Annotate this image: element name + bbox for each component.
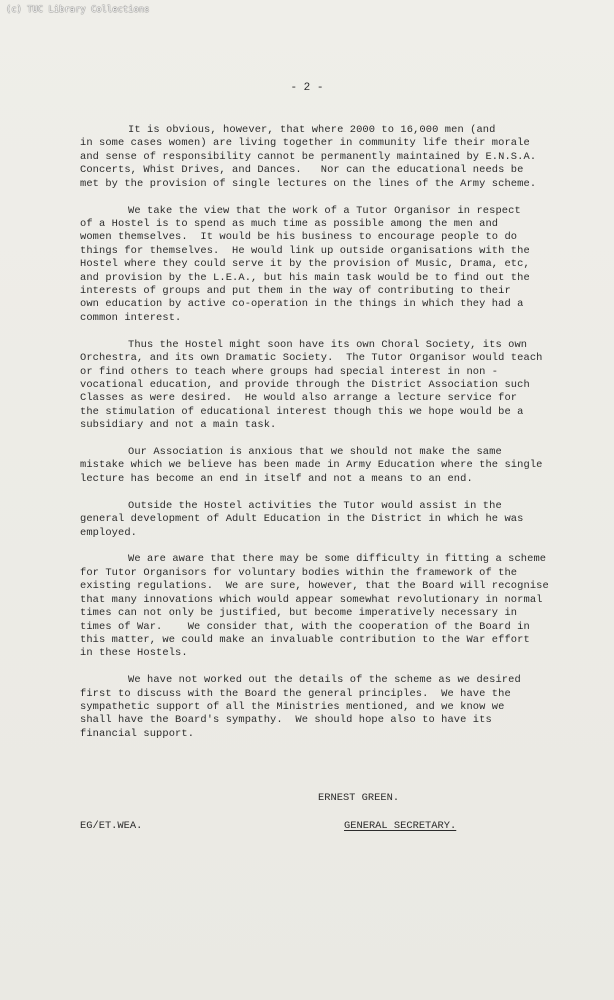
text-line: and sense of responsibility cannot be permanently maintained by E.N.S.A.	[80, 150, 537, 163]
text-line: Hostel where they could serve it by the provision of Music, Drama, etc,	[80, 258, 530, 271]
text-line: the stimulation of educational interest though this we hope would be a	[80, 405, 524, 418]
text-line: employed.	[80, 526, 138, 539]
text-line: Classes as were desired. He would also arrange a lecture service for	[80, 392, 518, 405]
text-line: first to discuss with the Board the general principles. We have the	[80, 687, 511, 700]
text-line: We are aware that there may be some difficulty in fitting a scheme	[128, 553, 547, 566]
reference-code: EG/ET.WEA.	[80, 820, 143, 832]
text-line: interests of groups and put them in the way of contributing to their	[80, 284, 511, 297]
text-line: shall have the Board's sympathy. We should hope also to have its	[80, 714, 492, 727]
text-line: times of War. We consider that, with the cooperation of the Board in	[80, 620, 530, 633]
paragraph	[80, 674, 580, 741]
paragraph	[80, 124, 580, 191]
text-line: and provision by the L.E.A., but his main task would be to find out the	[80, 271, 530, 284]
text-line: general development of Adult Education in the District in which he was	[80, 513, 524, 526]
letter-body	[80, 124, 580, 755]
text-line: subsidiary and not a main task.	[80, 419, 277, 432]
text-line: this matter, we could make an invaluable contribution to the War effort	[80, 633, 530, 646]
paragraph	[80, 446, 580, 486]
paragraph	[80, 339, 580, 433]
text-line: financial support.	[80, 727, 195, 740]
text-line: of a Hostel is to spend as much time as possible among the men and	[80, 217, 499, 230]
text-line: sympathetic support of all the Ministries mentioned, and we know we	[80, 701, 505, 714]
text-line: Orchestra, and its own Dramatic Society. The Tutor Organisor would teach	[80, 352, 543, 365]
text-line: vocational education, and provide through the District Association such	[80, 378, 530, 391]
text-line: We take the view that the work of a Tutor Organisor in respect	[128, 204, 521, 217]
paragraph	[80, 205, 580, 326]
text-line: in some cases women) are living together in community life their morale	[80, 137, 530, 150]
text-line: We have not worked out the details of the scheme as we desired	[128, 674, 521, 687]
text-line: mistake which we believe has been made in Army Education where the single	[80, 459, 543, 472]
collection-watermark: (c) TUC Library Collections	[6, 5, 150, 15]
text-line: Concerts, Whist Drives, and Dances. Nor can the educational needs be	[80, 164, 524, 177]
text-line: met by the provision of single lectures on the lines of the Army scheme.	[80, 177, 537, 190]
text-line: own education by active co-operation in the things in which they had a	[80, 298, 524, 311]
text-line: in these Hostels.	[80, 647, 188, 660]
text-line: things for themselves. He would link up outside organisations with the	[80, 244, 530, 257]
text-line: It is obvious, however, that where 2000 to 16,000 men (and	[128, 124, 496, 136]
text-line: times can not only be justified, but become imperatively necessary in	[80, 607, 518, 620]
text-line: common interest.	[80, 311, 182, 324]
paragraph	[80, 553, 580, 660]
text-line: lecture has become an end in itself and not a means to an end.	[80, 472, 473, 485]
page-number: - 2 -	[290, 82, 324, 94]
text-line: Thus the Hostel might soon have its own Choral Society, its own	[128, 338, 528, 351]
text-line: or find others to teach where groups had special interest in non -	[80, 365, 499, 378]
text-line: for Tutor Organisors for voluntary bodies within the framework of the	[80, 566, 518, 579]
text-line: Our Association is anxious that we should not make the same	[128, 446, 502, 459]
text-line: women themselves. It would be his business to encourage people to do	[80, 231, 518, 244]
text-line: existing regulations. We are sure, however, that the Board will recognise	[80, 580, 549, 593]
text-line: that many innovations which would appear somewhat revolutionary in normal	[80, 593, 543, 606]
paragraph	[80, 500, 580, 540]
signatory-title: GENERAL SECRETARY.	[344, 820, 457, 832]
signatory-name: ERNEST GREEN.	[318, 792, 400, 804]
text-line: Outside the Hostel activities the Tutor would assist in the	[128, 499, 502, 512]
